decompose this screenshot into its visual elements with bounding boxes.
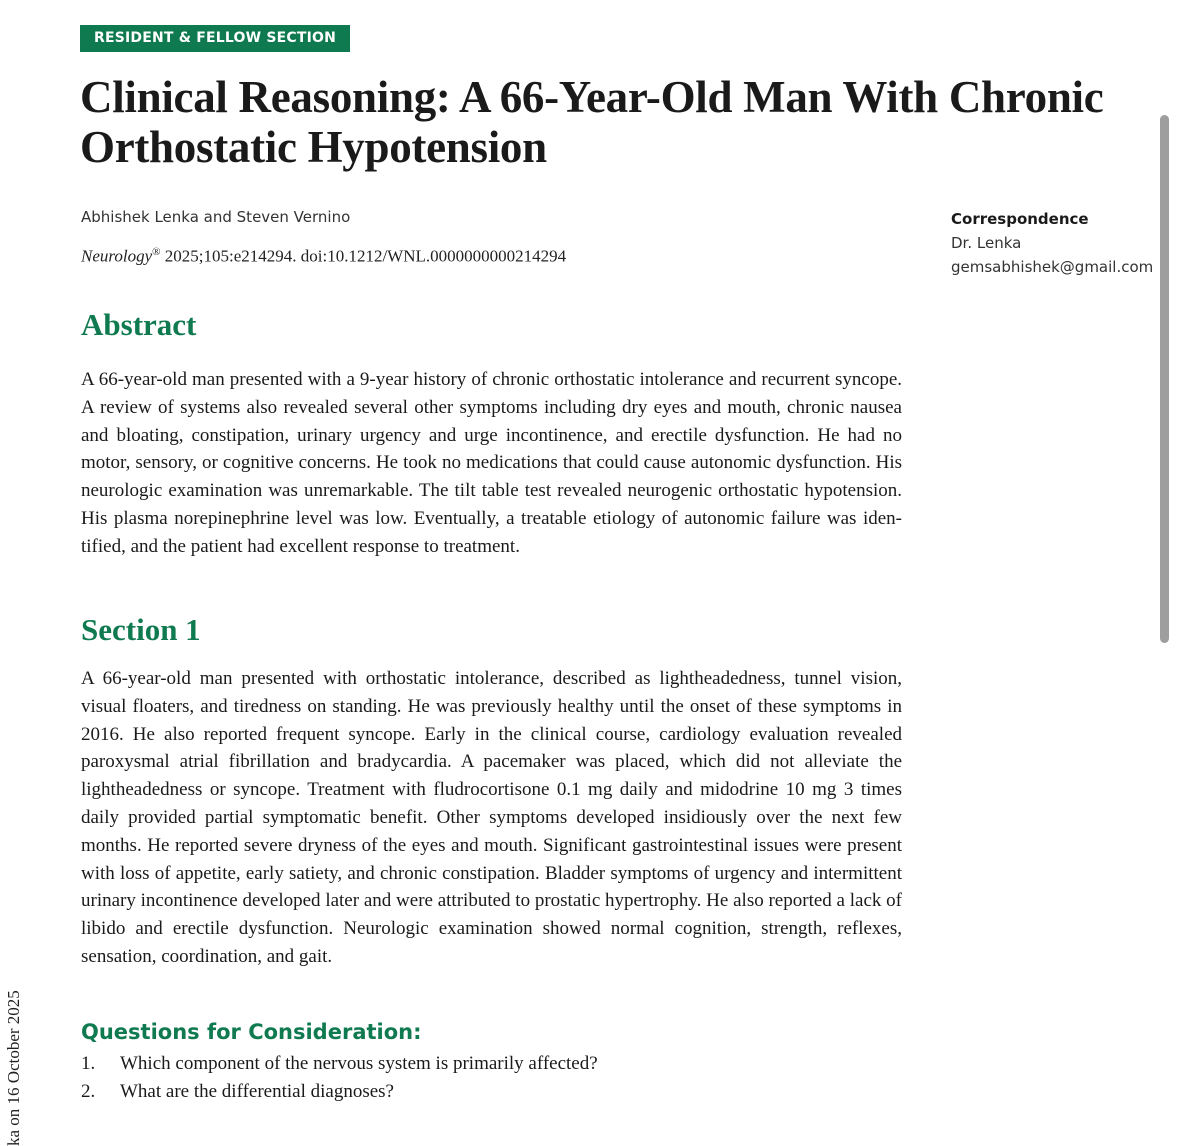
download-margin-note: ka on 16 October 2025 (4, 990, 23, 1146)
journal-name: Neurology (81, 246, 153, 266)
correspondence-box (951, 207, 1153, 279)
question-item (81, 1050, 598, 1078)
questions-heading: Questions for Consideration: (81, 1020, 422, 1044)
question-number: 2. (81, 1081, 96, 1102)
scrollbar[interactable] (1160, 115, 1169, 643)
section-1-text: A 66-year-old man presented with orthostatic intolerance, described as lightheadedness, tunnel vision, visual floaters, and tiredness on standing. He was previously healthy until the onset of these symptoms in 2016. He also reported frequent syncope. Early in the clinical course, cardiology evaluation revealed paroxysmal atrial fibrillation and bradycardia. A pacemaker was placed, which did not alleviate the lightheadedness or syncope. Treatment with fludrocortisone 0.1 mg daily and midodrine 10 mg 3 times daily provided partial symptomatic benefit. Other symptoms developed insidiously over the next few months. He reported severe dryness of the eyes and mouth. Significant gastrointestinal issues were present with loss of appetite, early satiety, and chronic constipation. Bladder symptoms of urgency and intermittent urinary incontinence developed later and were attributed to prostatic hypertrophy. He also reported a lack of libido and erectile dysfunction. Neurologic examination showed normal cognition, strength, reflexes, sensation, coordination, and gait. (81, 668, 902, 967)
citation (81, 246, 566, 267)
abstract-heading: Abstract (81, 307, 197, 342)
correspondence-label: Correspondence (951, 210, 1089, 228)
question-item (81, 1078, 598, 1106)
registered-mark: ® (152, 246, 161, 258)
question-number: 1. (81, 1053, 96, 1074)
author-list: Abhishek Lenka and Steven Vernino (81, 208, 351, 226)
section-badge: RESIDENT & FELLOW SECTION (80, 25, 350, 52)
correspondence-name: Dr. Lenka (951, 234, 1022, 252)
questions-list (81, 1050, 598, 1106)
question-text: Which component of the nervous system is primarily affected? (120, 1053, 598, 1074)
article-title: Clinical Reasoning: A 66-Year-Old Man With Chronic Orthostatic Hypotension (80, 72, 1104, 172)
correspondence-email[interactable]: gemsabhishek@gmail.com (951, 258, 1154, 276)
citation-details: 2025;105:e214294. doi:10.1212/WNL.0000000000214294 (160, 246, 567, 266)
section-1-heading: Section 1 (81, 612, 201, 647)
question-text: What are the differential diagnoses? (120, 1081, 394, 1102)
abstract-text: A 66-year-old man presented with a 9-year history of chronic orthostatic intolerance and recurrent syncope. A review of systems also revealed several other symptoms including dry eyes and mouth, chronic nausea and bloating, constipation, urinary urgency and urge incontinence, and erectile dysfunction. He had no motor, sensory, or cognitive concerns. He took no medications that could cause autonomic dysfunction. His neurologic examination was unremarkable. The tilt table test revealed neurogenic orthostatic hypotension. His plasma norepinephrine level was low. Eventually, a treatable etiology of autonomic failure was identified, and the patient had excellent response to treatment. (81, 369, 902, 557)
